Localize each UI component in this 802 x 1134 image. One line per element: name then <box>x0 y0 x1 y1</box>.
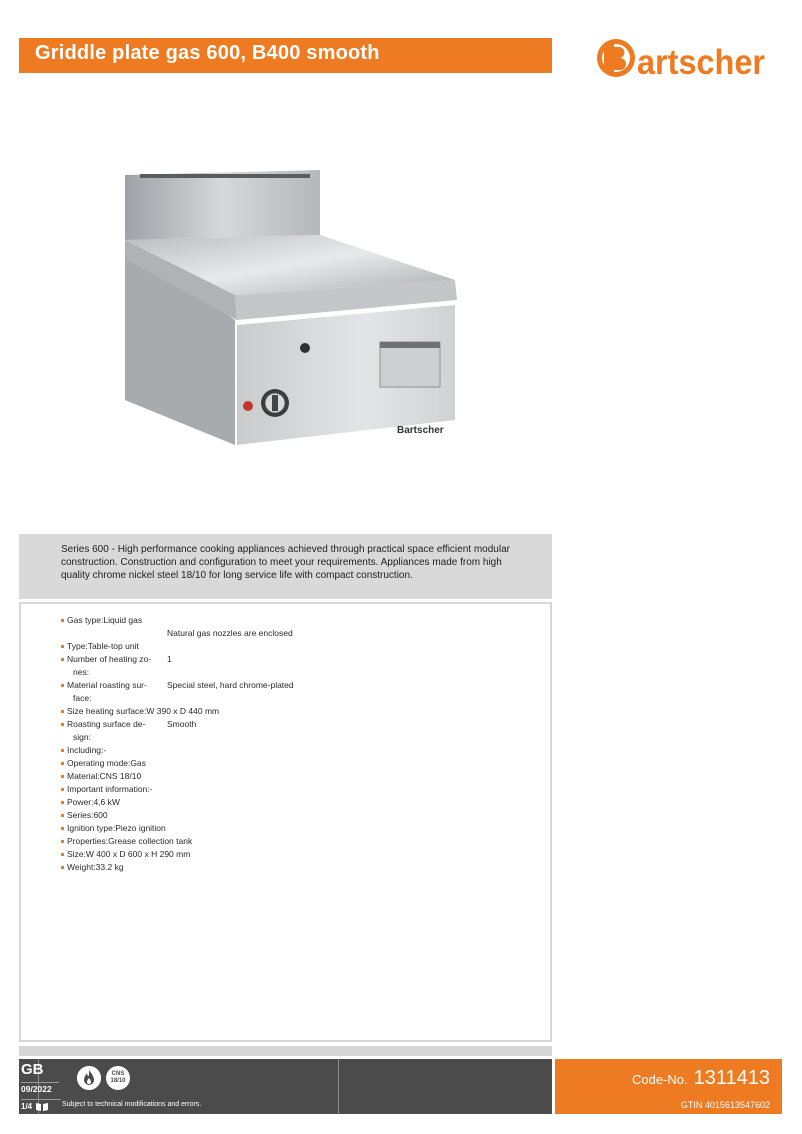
spec-type: Type:Table-top unit <box>61 640 521 653</box>
spec-operating-mode: Operating mode:Gas <box>61 757 521 770</box>
code-label: Code-No. <box>631 1072 688 1087</box>
bartscher-logo <box>594 30 769 84</box>
spec-important: Important information:- <box>61 783 521 796</box>
spec-material-roasting-cont: face: <box>73 693 92 703</box>
spec-weight: Weight:33.2 kg <box>61 861 521 874</box>
description-text: Series 600 - High performance cooking appliances achieved through practical space efficient modular construction. Construction and configuration to meet your requirements. Appliances made from high quality chrome nickel steel 18/10 for long service life with compact construction. <box>61 544 510 581</box>
code-number <box>632 1067 770 1090</box>
gtin: GTIN 4015613547602 <box>680 1100 770 1110</box>
spec-ignition: Ignition type:Piezo ignition <box>61 822 521 835</box>
spec-heating-zones-cont: nes: <box>73 667 90 677</box>
title-bar <box>19 38 552 73</box>
spec-properties: Properties:Grease collection tank <box>61 835 521 848</box>
footer-divider <box>338 1059 339 1114</box>
specifications-box <box>19 602 552 1042</box>
spec-heating-zones: Number of heating zo- 1 <box>61 653 521 666</box>
issue-date: 09/2022 <box>21 1082 59 1094</box>
gas-flame-icon <box>77 1066 101 1090</box>
spec-size-heating: Size heating surface:W 390 x D 440 mm <box>61 705 521 718</box>
spec-roasting-design-cont: sign: <box>73 732 91 742</box>
spec-series: Series:600 <box>61 809 521 822</box>
page-number: 1/4 <box>21 1101 33 1111</box>
spec-material: Material:CNS 18/10 <box>61 770 521 783</box>
description-box <box>19 534 552 599</box>
spec-gas-note: Natural gas nozzles are enclosed <box>167 628 293 638</box>
code-box <box>555 1059 782 1114</box>
legal-note: Subject to technical modifications and errors. <box>62 1101 202 1108</box>
page-title: Griddle plate gas 600, B400 smooth <box>35 42 380 64</box>
spec-gas-type: Gas type:Liquid gas <box>61 614 521 627</box>
page-info <box>21 1099 61 1113</box>
cns-badge-icon: CNS 18/10 <box>106 1066 130 1090</box>
spec-material-roasting: Material roasting sur- Special steel, hard chrome-plated <box>61 679 521 692</box>
spec-power: Power:4,6 kW <box>61 796 521 809</box>
spec-roasting-design: Roasting surface de- Smooth <box>61 718 521 731</box>
spec-list <box>61 614 521 874</box>
spec-size: Size:W 400 x D 600 x H 290 mm <box>61 848 521 861</box>
spec-including: Including:- <box>61 744 521 757</box>
product-image <box>115 160 475 460</box>
bottom-strip <box>19 1046 552 1056</box>
country-code: GB <box>21 1061 44 1078</box>
appliance-brand-label: Bartscher <box>397 425 444 436</box>
svg-text:artscher: artscher <box>637 43 766 82</box>
book-icon <box>36 1103 48 1111</box>
code-value: 1311413 <box>693 1067 770 1089</box>
